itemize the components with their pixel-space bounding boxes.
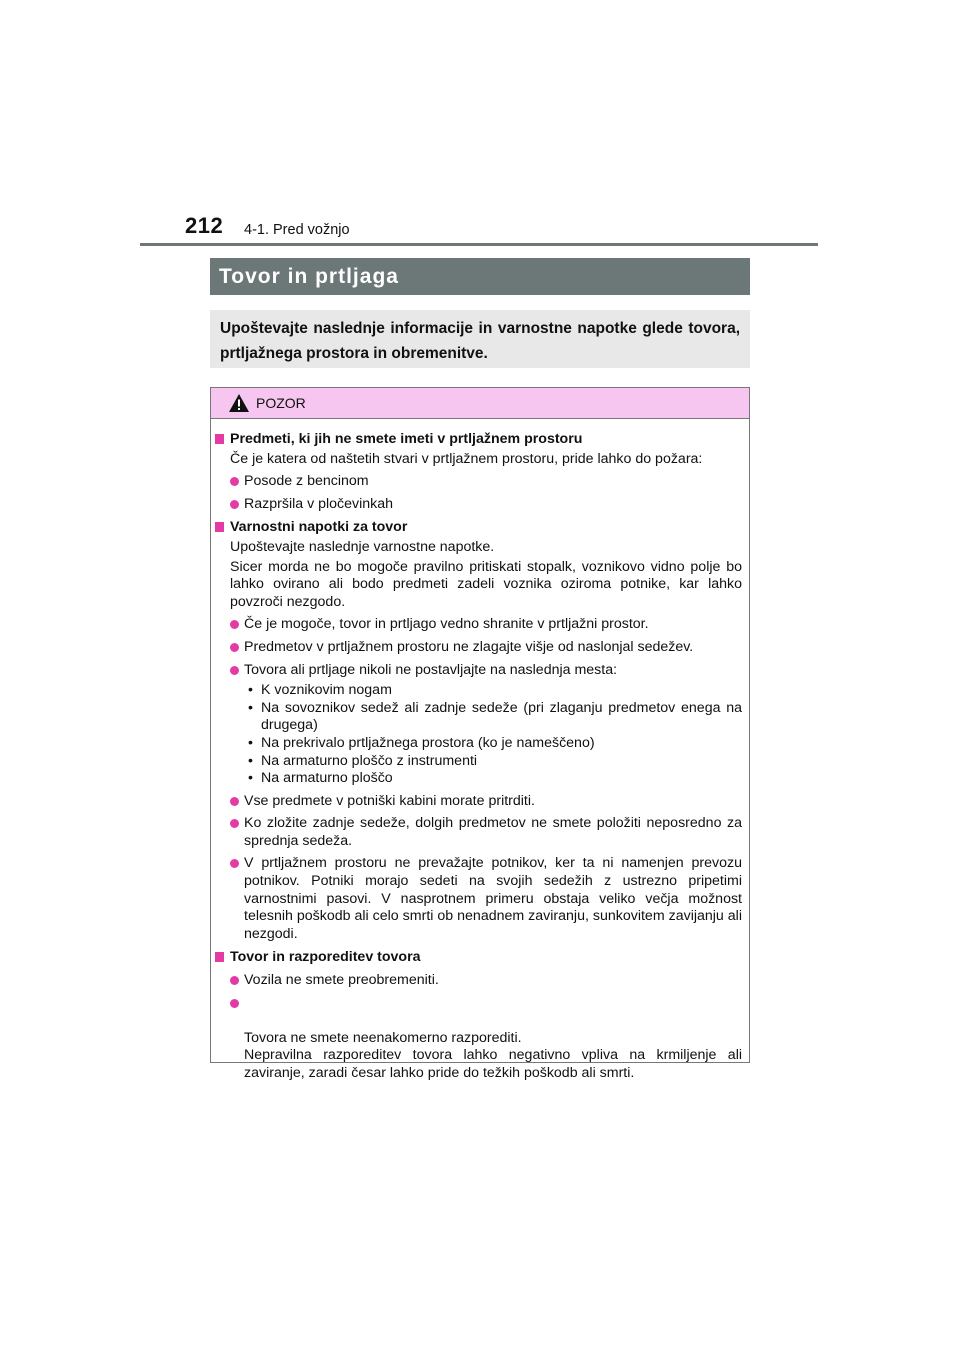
sub-list-item: • K voznikovim nogam <box>248 682 392 699</box>
circle-bullet-icon <box>230 477 239 486</box>
sub-list-item: • Na armaturno ploščo <box>248 770 393 787</box>
intro-text: Upoštevajte naslednje informacije in varnostne napotke glede tovora, prtljažnega prostora in obremenitve. <box>220 320 740 362</box>
circle-bullet-icon <box>230 643 239 652</box>
page-number: 212 <box>185 213 224 238</box>
square-bullet-icon <box>215 522 224 532</box>
warning-header <box>211 388 749 419</box>
list-item: Ko zložite zadnje sedeže, dolgih predmetov ne smete položiti neposredno za sprednja sedeža. <box>215 815 742 850</box>
square-bullet-icon <box>215 952 224 962</box>
list-item: V prtljažnem prostoru ne prevažajte potnikov, ker ta ni namenjen prevozu potnikov. Potniki morajo sedeti na svojih sedežih z ustrezno pripetimi varnostnimi pasovi. V nasprotnem primeru obstaja veliko večja možnost telesnih poškodb ali celo smrti ob nenadnem zaviranju, sunkovitem zavijanju ali nezgodi. <box>215 855 742 943</box>
sub-list-item: • Na prekrivalo prtljažnega prostora (ko je nameščeno) <box>248 734 595 751</box>
list-item: Tovora ne smete neenakomerno razporediti. Nepravilna razporeditev tovora lahko negativno vpliva na krmiljenje ali zaviranje, zaradi česar lahko pride do težkih poškodb ali smrti. <box>215 995 742 1083</box>
warning-heading: Predmeti, ki jih ne smete imeti v prtljažnem prostoru <box>215 431 742 449</box>
circle-bullet-icon <box>230 999 239 1008</box>
list-item: Vse predmete v potniški kabini morate pritrditi. <box>215 793 742 811</box>
warning-label: POZOR <box>256 395 306 411</box>
sub-list <box>215 682 742 788</box>
list-item: Če je mogoče, tovor in prtljago vedno shranite v prtljažni prostor. <box>215 616 742 634</box>
sub-list-item: • Na sovoznikov sedež ali zadnje sedeže (pri zlaganju predmetov enega na drugega) <box>248 699 742 734</box>
sub-list-item: • Na armaturno ploščo z instrumenti <box>248 752 478 769</box>
warning-body <box>211 419 749 1083</box>
list-item: Predmetov v prtljažnem prostoru ne zlagajte višje od naslonjal sedežev. <box>215 639 742 657</box>
square-bullet-icon <box>215 434 224 444</box>
list-item: Razpršila v pločevinkah <box>215 496 742 514</box>
circle-bullet-icon <box>230 666 239 675</box>
list-item: Vozila ne smete preobremeniti. <box>215 972 742 990</box>
circle-bullet-icon <box>230 500 239 509</box>
warning-triangle-icon <box>228 393 250 413</box>
circle-bullet-icon <box>230 620 239 629</box>
warning-box <box>210 387 750 1081</box>
warning-text: Če je katera od naštetih stvari v prtljažnem prostoru, pride lahko do požara: <box>230 450 703 467</box>
list-item: Posode z bencinom <box>215 473 742 491</box>
warning-heading: Varnostni napotki za tovor <box>215 519 742 537</box>
header-divider <box>140 243 818 246</box>
section-title: 4-1. Pred vožnjo <box>244 222 350 238</box>
warning-text: Upoštevajte naslednje varnostne napotke. <box>230 538 495 555</box>
circle-bullet-icon <box>230 819 239 828</box>
list-item: Tovora ali prtljage nikoli ne postavljajte na naslednja mesta: <box>215 662 742 680</box>
circle-bullet-icon <box>230 797 239 806</box>
circle-bullet-icon <box>230 976 239 985</box>
page-title: Tovor in prtljaga <box>210 258 750 295</box>
warning-heading: Tovor in razporeditev tovora <box>215 949 742 967</box>
intro-box <box>210 310 750 368</box>
circle-bullet-icon <box>230 859 239 868</box>
warning-text: Sicer morda ne bo mogoče pravilno pritiskati stopalk, voznikovo vidno polje bo lahko ovirano ali bodo predmeti zadeli voznika oziroma potnike, kar lahko povzroči nezgodo. <box>230 558 742 610</box>
